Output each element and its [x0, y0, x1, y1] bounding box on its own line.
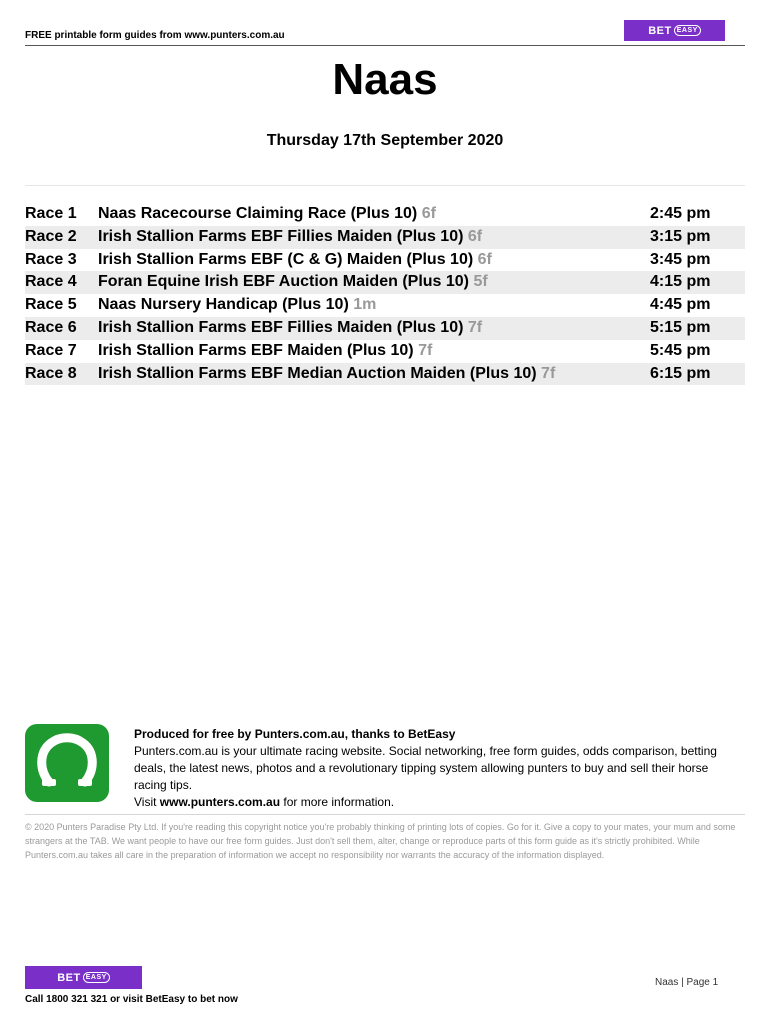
race-row: [25, 203, 745, 226]
promo-heading: Produced for free by Punters.com.au, thanks to BetEasy: [134, 727, 456, 741]
race-row: [25, 271, 745, 294]
race-number: Race 8: [25, 364, 77, 382]
race-distance: 1m: [353, 296, 377, 314]
race-time: 4:45 pm: [650, 296, 711, 314]
race-name: Irish Stallion Farms EBF Median Auction Maiden (Plus 10) 7f: [98, 364, 556, 382]
page-header: [25, 20, 745, 46]
race-name: Foran Equine Irish EBF Auction Maiden (Plus 10) 5f: [98, 273, 488, 291]
race-time: 6:15 pm: [650, 364, 711, 382]
race-name: Naas Racecourse Claiming Race (Plus 10) 6f: [98, 205, 436, 222]
race-distance: 7f: [541, 364, 556, 382]
race-number: Race 6: [25, 318, 77, 336]
race-name: Irish Stallion Farms EBF (C & G) Maiden (Plus 10) 6f: [98, 250, 492, 268]
horseshoe-icon: [25, 724, 109, 802]
divider: [25, 814, 745, 815]
page-number: Naas | Page 1: [655, 977, 719, 988]
race-distance: 7f: [418, 341, 433, 359]
race-row: [25, 249, 745, 272]
divider: [25, 185, 745, 186]
promo-visit: Visit www.punters.com.au for more information.: [134, 795, 395, 809]
punters-link[interactable]: www.punters.com.au: [159, 795, 281, 809]
race-row: [25, 340, 745, 363]
race-time: 5:45 pm: [650, 341, 711, 359]
race-name: Irish Stallion Farms EBF Maiden (Plus 10) 7f: [98, 341, 433, 359]
header-tagline: FREE printable form guides from www.punters.com.au: [25, 30, 285, 41]
beteasy-logo[interactable]: BET EASY: [624, 20, 725, 41]
race-time: 2:45 pm: [650, 205, 711, 222]
race-time: 4:15 pm: [650, 273, 711, 291]
race-date: Thursday 17th September 2020: [266, 132, 504, 149]
race-number: Race 7: [25, 341, 77, 359]
race-time: 3:45 pm: [650, 250, 711, 268]
race-distance: 5f: [473, 273, 488, 291]
promo-body: Punters.com.au is your ultimate racing website. Social networking, free form guides, odds comparison, betting deals, the latest news, photos and a revolutionary tipping system allowing punters to buy and sell their horse racing tips.: [134, 744, 717, 792]
race-distance: 6f: [477, 250, 492, 268]
page-title: Naas: [332, 55, 438, 104]
race-list: [25, 203, 745, 385]
race-number: Race 5: [25, 296, 77, 314]
race-time: 5:15 pm: [650, 318, 711, 336]
beteasy-logo-footer[interactable]: BET EASY: [25, 966, 142, 989]
race-row: [25, 226, 745, 249]
race-name: Irish Stallion Farms EBF Fillies Maiden (Plus 10) 7f: [98, 318, 483, 336]
race-number: Race 3: [25, 250, 77, 268]
promo-block: [134, 726, 744, 811]
call-to-action: Call 1800 321 321 or visit BetEasy to bet now: [25, 994, 238, 1005]
race-time: 3:15 pm: [650, 227, 711, 245]
race-row: [25, 317, 745, 340]
race-distance: 7f: [467, 318, 483, 336]
race-name: Irish Stallion Farms EBF Fillies Maiden (Plus 10) 6f: [98, 227, 483, 245]
race-number: Race 4: [25, 273, 77, 291]
race-number: Race 2: [25, 227, 77, 245]
copyright-notice: © 2020 Punters Paradise Pty Ltd. If you're reading this copyright notice you're probably thinking of printing lots of copies. Go for it. Give a copy to your mates, your mum and some strangers at the TAB. We want people to have our free form guides. Just don't sell them, alter, change or reproduce parts of this form guide as it's strictly prohibited. While Punters.com.au takes all care in the preparation of information we accept no responsibility nor warrants the accuracy of the information displayed.: [25, 822, 736, 860]
race-distance: 6f: [421, 205, 436, 222]
race-row: [25, 363, 745, 386]
race-distance: 6f: [467, 227, 483, 245]
race-row: [25, 294, 745, 317]
race-name: Naas Nursery Handicap (Plus 10) 1m: [98, 296, 377, 314]
race-number: Race 1: [25, 205, 77, 222]
